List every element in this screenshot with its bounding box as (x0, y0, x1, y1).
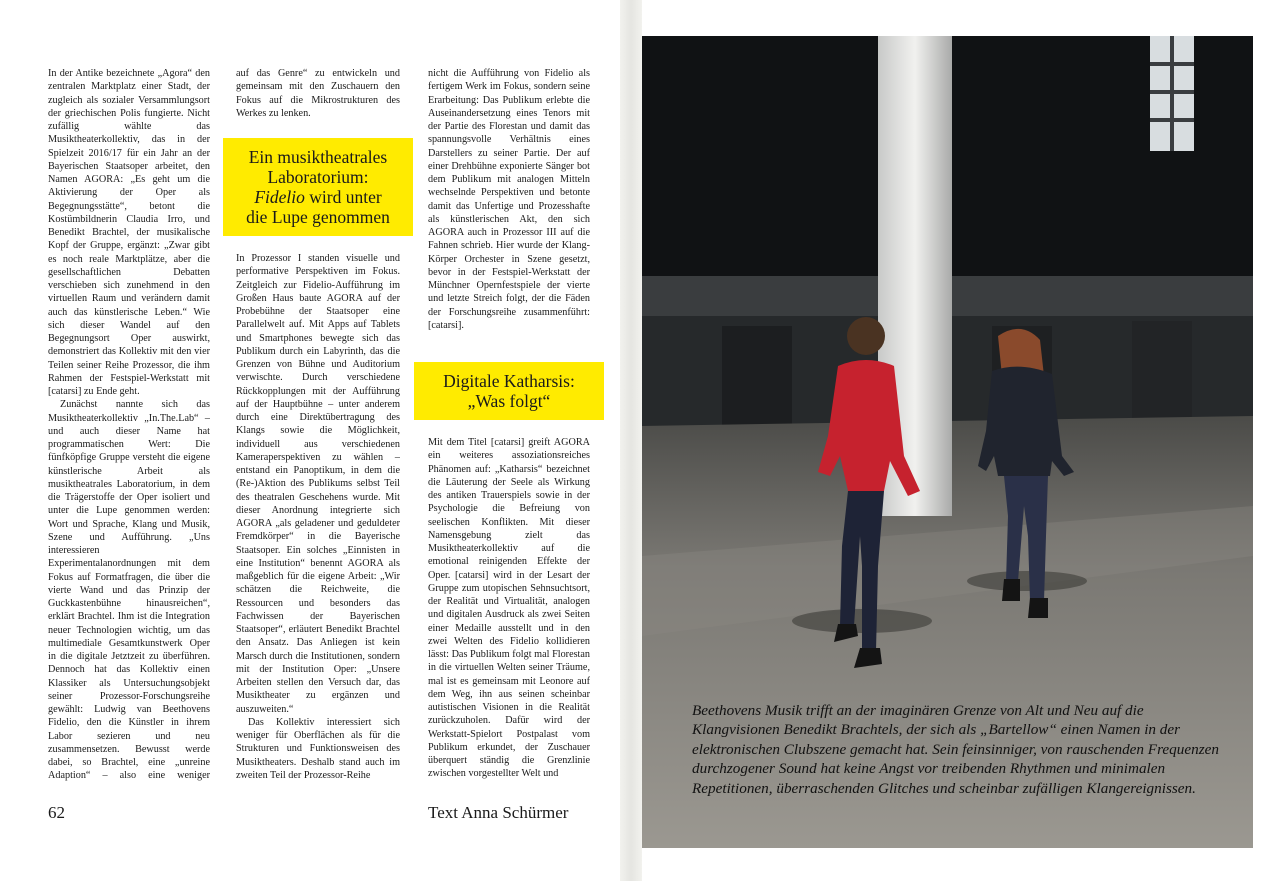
heading-line: „Was folgt“ (467, 391, 551, 411)
paragraph: Zunächst nannte sich das Musiktheaterkollektiv „In.The.Lab“ – und auch dieser Name hat programmatischen Wert: Die fünfköpfige Gruppe versteht die eigene künstlerische Arbeit als musiktheatrales Laboratorium, in dem die Trägerstoffe der Oper isoliert und unter die Lupe genommen werden: Wort und Sprache, Klang und Musik, Szene und Aufführung. „Uns interessieren Experimentalanordnungen mit dem Fokus auf Formatfragen, die über die vierte Wand und das Prinzip der Guckkastenbühne hinausreichen“, erklärt Brachtel. Ihm ist die Integration neuer Technologien wichtig, um das multimediale Gesamtkunstwerk Oper in die digitale Jetztzeit zu überführen. Dennoch hat das Kollektiv einen Klassiker als Untersuchungsobjekt seiner Prozessor-Forschungsreihe gewählt: Ludwig van Beethovens Fidelio, den die Künstler in ihrem Labor sezieren und neu zusammensetzen. Bewusst werde dabei, so Brachtel, eine „unreine Adaption“ – also eine weniger (48, 399, 210, 782)
paragraph: Mit dem Titel [catarsi] greift AGORA ein weiteres assoziationsreiches Phänomen auf: „Katharsis“ bezeichnet die Läuterung der Seele als Wirkung des antiken Trauerspiels sowie in der Psychologie die Befreiung von seelischen Konflikten. Mit dieser Namensgebung zielt das Musiktheaterkollektiv auf die emotional reinigenden Effekte der Oper. [catarsi] wird in der Lesart der Gruppe zum utopischen Sehnsuchtsort, der Realität und Virtualität, analogen und digitalen Ausdruck als zwei Seiten einer Medaille ausstellt und in den zwei Welten des Fidelio kollidieren lässt: Das Publikum folgt mal Florestan in die virtuellen Welten seiner Träume, mal ist es gemeinsam mit Leonore auf dem Weg, ihn aus seinen scheinbar autistischen Visionen in die Realität zurückzuholen. Dafür wird der Werkstatt-Spielort Postpalast vom Publikum erkundet, der Zuschauer überquert ständig die Grenzlinie zwischen vorgestellter Welt und (428, 437, 590, 780)
article-column-2-top (236, 67, 400, 123)
heading-rest: wird unter (304, 187, 382, 207)
heading-italic: Fidelio (254, 187, 305, 207)
paragraph: auf das Genre“ zu entwickeln und gemeinsam mit den Zuschauern den Fokus auf die Mikrostrukturen des Werkes zu lenken. (236, 68, 400, 119)
heading-line: Ein musiktheatrales (248, 147, 388, 167)
section-heading-laboratorium (223, 138, 413, 236)
section-heading-katharsis (414, 362, 604, 420)
heading-line: Laboratorium: (267, 167, 369, 187)
article-column-3 (428, 436, 590, 782)
article-column-1 (48, 67, 210, 783)
paragraph: In der Antike bezeichnete „Agora“ den zentralen Marktplatz einer Stadt, der zugleich als sozialer Versammlungsort der griechischen Polis fungierte. Nicht zufällig wählte das Musiktheaterkollektiv, das in der Spielzeit 2016/17 für ein Jahr an der Bayerischen Staatsoper arbeitet, den Namen AGORA: „Es geht um die Aktivierung der Oper als Begegnungsstätte“, betont die Kostümbildnerin Claudia Irro, und Benedikt Brachtel, der musikalische Kopf der Gruppe, ergänzt: „Zwar gibt es noch reale Marktplätze, aber die gesellschaftlichen Debatten verschieben sich zunehmend in den virtuellen Raum und verändern damit auch das künstlerische Leben.“ Wie sich dieser Wandel auf den Begegnungsort Oper auswirkt, demonstriert das Kollektiv mit den vier Teilen seiner Reihe Prozessor, die ihm Rahmen der Festspiel-Werkstatt mit [catarsi] zu Ende geht. (48, 68, 210, 397)
page-number: 62 (48, 803, 65, 822)
page-gutter (620, 0, 642, 881)
article-column-2 (236, 252, 400, 782)
heading-line: die Lupe genommen (246, 207, 390, 227)
photo-caption: Beethovens Musik trifft an der imaginären Grenze von Alt und Neu auf die Klangvisionen Benedikt Brachtels, der sich als „Bartellow“ einen Namen in der elektronischen Clubszene gemacht hat. Sein feinsinniger, von rauschenden Frequenzen durchzogener Sound hat keine Angst vor treibenden Rhythmen und minimalen Repetitionen, überraschenden Glitches und scheinbar zufälligen Klangereignissen. (692, 702, 1219, 797)
paragraph: nicht die Aufführung von Fidelio als fertigem Werk im Fokus, sondern seine Erarbeitung: Das Publikum erlebte die Auseinandersetzung eines Tenors mit der Partie des Florestan und damit das spannungsvolle Verhältnis eines Darstellers zu seiner Partie. Der auf einer Drehbühne exponierte Sänger bot dem Publikum mit analogen Mitteln wechselnde Perspektiven und betonte damit das Unfertige und Prozesshafte als künstlerischen Akt, den sich AGORA auch in Prozessor III auf die Fahnen schrieb. Hier wurde der Klang-Körper Orchester in Szene gesetzt, bevor in der Festspiel-Werkstatt der Münchner Opernfestspiele der vierte und letzte Streich folgt, der die Fäden der Forschungsreihe zusammenführt: [catarsi]. (428, 68, 590, 331)
paragraph: Das Kollektiv interessiert sich weniger für Oberflächen als für die Strukturen und Funktionsweisen des Musiktheaters. Deshalb stand auch im zweiten Teil der Prozessor-Reihe (236, 716, 400, 781)
author-credit: Text Anna Schürmer (428, 803, 569, 822)
heading-line (254, 187, 381, 207)
heading-line: Digitale Katharsis: (443, 371, 575, 391)
paragraph: In Prozessor I standen visuelle und performative Perspektiven im Fokus. Zeitgleich zur Fidelio-Aufführung im Großen Haus baute AGORA auf der Probebühne der Staatsoper eine Parallelwelt auf. Mit Apps auf Tablets und Smartphones bewegte sich das Publikum durch ein Labyrinth, das die Grenzen von Bühne und Auditorium verwischte. Durch verschiedene Rückkopplungen mit der Aufführung auf der Hauptbühne – unter anderem durch eine Direktübertragung des Klangs sowie die Möglichkeit, individuell aus verschiedenen Kameraperspektiven zu wählen – entstand ein Panoptikum, in dem die (Re-)Aktion des Publikums selbst Teil des theatralen Geschehens wurde. Mit dieser Anordnung integrierte sich AGORA „als geladener und geduldeter Fremdkörper“ in die Bayerische Staatsoper. Ein solches „Einnisten in eine Institution“ benennt AGORA als maßgeblich für die eigene Arbeit: „Wir schätzen die Reichweite, die Ressourcen und besonders das Fachwissen der Bayerischen Staatsoper“, erläutert Benedikt Brachtel den Ansatz. Das Anliegen ist kein Marsch durch die Institutionen, sondern mit der Institution Oper: „Unsere Arbeiten stellen den Versuch dar, das Musiktheater zu ergänzen und auszuweiten.“ (236, 253, 400, 715)
article-column-3-top (428, 67, 590, 352)
